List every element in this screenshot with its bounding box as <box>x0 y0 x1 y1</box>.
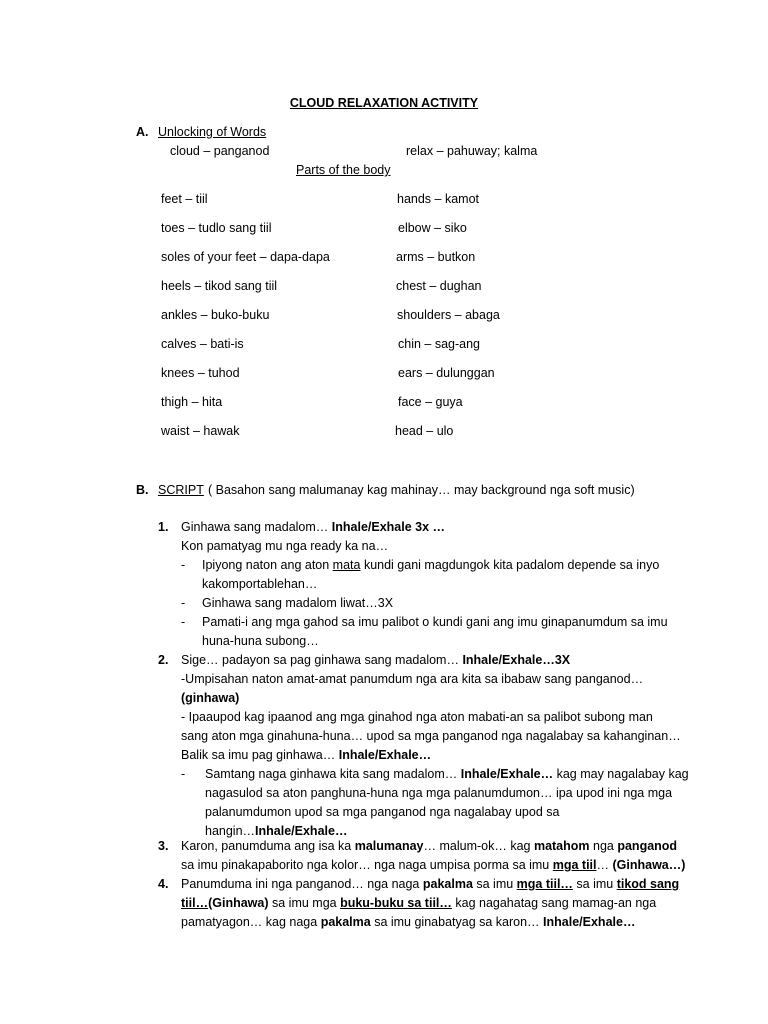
script-line: sa imu pinakapaborito nga kolor… nga naga umpisa porma sa imu mga tiil… (Ginhawa…) <box>181 858 686 872</box>
vocab-left-item: soles of your feet – dapa-dapa <box>161 250 330 264</box>
script-line: Ipiyong naton ang aton mata kundi gani magdungok kita padalom depende sa inyo <box>202 558 660 572</box>
bullet-dash: - <box>181 558 186 572</box>
script-line: Panumduma ini nga panganod… nga naga pakalma sa imu mga tiil… sa imu tikod sang <box>181 877 680 891</box>
script-line: nagasulod sa aton panghuna-huna nga mga palanumdumon… ipa upod ini nga mga <box>205 786 673 800</box>
bullet-dash: - <box>181 596 186 610</box>
vocab-right-item: arms – butkon <box>396 250 476 264</box>
vocab-left-item: feet – tiil <box>161 192 208 206</box>
bullet-dash: - <box>181 767 186 781</box>
script-line: tiil…(Ginhawa) sa imu mga buku-buku sa tiil… kag nagahatag sang mamag-an nga <box>181 896 657 910</box>
section-a-letter: A. <box>136 125 149 139</box>
vocab-left-item: heels – tikod sang tiil <box>161 279 278 293</box>
script-line: palanumdumon upod sa mga panganod nga nagalabay upod sa <box>205 805 560 819</box>
script-line: Ginhawa sang madalom… Inhale/Exhale 3x … <box>181 520 446 534</box>
script-line: kakomportablehan… <box>202 577 318 591</box>
vocab-right-item: head – ulo <box>395 424 454 438</box>
vocab-right-item: elbow – siko <box>398 221 467 235</box>
vocab-right-item: hands – kamot <box>397 192 479 206</box>
vocab-left-item: toes – tudlo sang tiil <box>161 221 272 235</box>
bullet-dash: - <box>181 615 186 629</box>
vocab-relax: relax – pahuway; kalma <box>406 144 538 158</box>
document-title: CLOUD RELAXATION ACTIVITY <box>289 96 479 110</box>
script-line: Samtang naga ginhawa kita sang madalom… Inhale/Exhale… kag may nagalabay kag <box>205 767 689 781</box>
section-b-heading: SCRIPT <box>158 483 204 497</box>
script-line: Pamati-i ang mga gahod sa imu palibot o kundi gani ang imu ginapanumdum sa imu <box>202 615 668 629</box>
script-line: -Umpisahan naton amat-amat panumdum nga ara kita sa ibabaw sang panganod… <box>181 672 644 686</box>
script-line: Karon, panumduma ang isa ka malumanay… malum-ok… kag matahom nga panganod <box>181 839 678 853</box>
vocab-right-item: ears – dulunggan <box>398 366 495 380</box>
script-line: Kon pamatyag mu nga ready ka na… <box>181 539 389 553</box>
vocab-right-item: shoulders – abaga <box>397 308 500 322</box>
vocab-right-item: face – guya <box>398 395 463 409</box>
vocab-left-item: thigh – hita <box>161 395 223 409</box>
vocab-left-item: ankles – buko-buku <box>161 308 270 322</box>
parts-of-body-heading: Parts of the body <box>296 163 391 177</box>
script-line: Ginhawa sang madalom liwat…3X <box>202 596 394 610</box>
vocab-left-item: knees – tuhod <box>161 366 240 380</box>
vocab-cloud: cloud – panganod <box>170 144 270 158</box>
section-b-letter: B. <box>136 483 149 497</box>
script-line: - Ipaaupod kag ipaanod ang mga ginahod nga aton mabati-an sa palibot subong man <box>181 710 653 724</box>
vocab-right-item: chest – dughan <box>396 279 482 293</box>
script-line: pamatyagon… kag naga pakalma sa imu ginabatyag sa karon… Inhale/Exhale… <box>181 915 636 929</box>
item-number: 1. <box>158 520 169 534</box>
script-line: (ginhawa) <box>181 691 240 705</box>
section-a-heading: Unlocking of Words <box>158 125 267 139</box>
script-line: Sige… padayon sa pag ginhawa sang madalom… Inhale/Exhale…3X <box>181 653 571 667</box>
vocab-left-item: waist – hawak <box>161 424 240 438</box>
vocab-left-item: calves – bati-is <box>161 337 244 351</box>
script-note: ( Basahon sang malumanay kag mahinay… may background nga soft music) <box>208 483 635 497</box>
script-line: huna-huna subong… <box>202 634 319 648</box>
vocab-right-item: chin – sag-ang <box>398 337 481 351</box>
script-line: sang aton mga ginahuna-huna… upod sa mga panganod nga nagalabay sa kahanginan… <box>181 729 681 743</box>
item-number: 2. <box>158 653 169 667</box>
script-line: Balik sa imu pag ginhawa… Inhale/Exhale… <box>181 748 432 762</box>
item-number: 4. <box>158 877 169 891</box>
script-line: hangin…Inhale/Exhale… <box>205 824 348 838</box>
item-number: 3. <box>158 839 169 853</box>
